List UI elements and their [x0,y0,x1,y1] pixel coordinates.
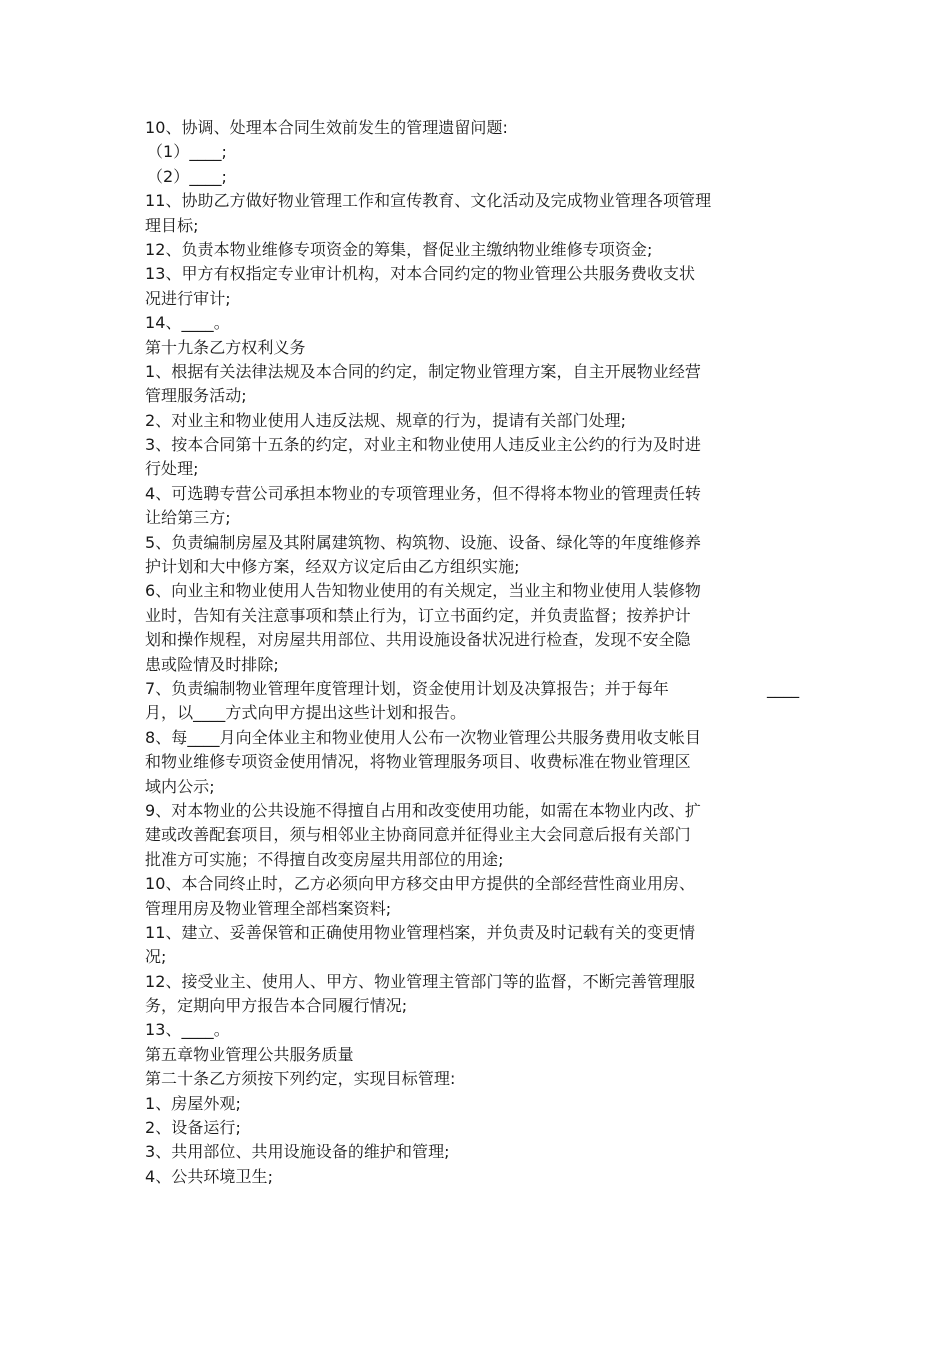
text-line: 8、每____月向全体业主和物业使用人公布一次物业管理公共服务费用收支帐目 [145,727,702,747]
text-line: 3、共用部位、共用设施设备的维护和管理; [145,1142,450,1162]
text-line: 5、负责编制房屋及其附属建筑物、构筑物、设施、设备、绿化等的年度维修养 [145,532,701,552]
text-line: 9、对本物业的公共设施不得擅自占用和改变使用功能，如需在本物业内改、扩 [145,800,701,820]
text-line: 14、____。 [145,313,230,333]
text-line: 管理服务活动; [145,386,247,406]
text-line: 6、向业主和物业使用人告知物业使用的有关规定，当业主和物业使用人装修物 [145,581,701,601]
text-line: 13、甲方有权指定专业审计机构，对本合同约定的物业管理公共服务费收支状 [145,264,696,284]
text-line: 况; [145,947,167,967]
text-line: 12、负责本物业维修专项资金的筹集，督促业主缴纳物业维修专项资金; [145,239,653,259]
text-line: 患或险情及时排除; [145,654,279,674]
text-line: 理目标; [145,215,199,235]
text-line: 4、公共环境卫生; [145,1166,274,1186]
fill-in-blank: ____ [767,678,800,698]
document-body [145,116,810,1189]
text-line: 1、房屋外观; [145,1093,241,1113]
text-line: 2、设备运行; [145,1118,241,1138]
text-line: （2）____; [147,166,227,186]
text-line: 域内公示; [145,776,215,796]
text-line: 业时，告知有关注意事项和禁止行为，订立书面约定，并负责监督；按养护计 [145,605,691,625]
text-line: 1、根据有关法律法规及本合同的约定，制定物业管理方案，自主开展物业经营 [145,361,701,381]
text-line: 管理用房及物业管理全部档案资料; [145,898,392,918]
chapter-heading: 第五章物业管理公共服务质量 [145,1044,354,1064]
text-line: 11、建立、妥善保管和正确使用物业管理档案，并负责及时记载有关的变更情 [145,922,696,942]
text-line: 让给第三方; [145,508,231,528]
text-line: 10、本合同终止时，乙方必须向甲方移交由甲方提供的全部经营性商业用房、 [145,874,696,894]
text-line: （1）____; [147,142,227,162]
text-line: 2、对业主和物业使用人违反法规、规章的行为，提请有关部门处理; [145,410,627,430]
text-line: 12、接受业主、使用人、甲方、物业管理主管部门等的监督，不断完善管理服 [145,971,696,991]
text-line: 月，以____方式向甲方提出这些计划和报告。 [145,703,467,723]
section-heading: 第十九条乙方权利义务 [145,337,306,357]
text-line: 护计划和大中修方案，经双方议定后由乙方组织实施; [145,557,520,577]
text-line: 3、按本合同第十五条的约定，对业主和物业使用人违反业主公约的行为及时进 [145,435,701,455]
text-line-content: 7、负责编制物业管理年度管理计划，资金使用计划及决算报告；并于每年 [145,678,669,698]
text-line: 划和操作规程，对房屋共用部位、共用设施设备状况进行检查，发现不安全隐 [145,630,691,650]
text-line: 和物业维修专项资金使用情况，将物业管理服务项目、收费标准在物业管理区 [145,752,691,772]
text-line: 行处理; [145,459,199,479]
text-line [145,677,810,701]
section-heading: 第二十条乙方须按下列约定，实现目标管理: [145,1069,456,1089]
text-line: 13、____。 [145,1020,230,1040]
text-line: 建或改善配套项目，须与相邻业主协商同意并征得业主大会同意后报有关部门 [145,825,691,845]
text-line: 11、协助乙方做好物业管理工作和宣传教育、文化活动及完成物业管理各项管理 [145,191,712,211]
text-line: 况进行审计; [145,288,231,308]
text-line: 4、可选聘专营公司承担本物业的专项管理业务，但不得将本物业的管理责任转 [145,483,701,503]
text-line: 10、协调、处理本合同生效前发生的管理遗留问题: [145,118,508,137]
text-line: 批准方可实施；不得擅自改变房屋共用部位的用途; [145,849,504,869]
text-line: 务，定期向甲方报告本合同履行情况; [145,996,408,1016]
